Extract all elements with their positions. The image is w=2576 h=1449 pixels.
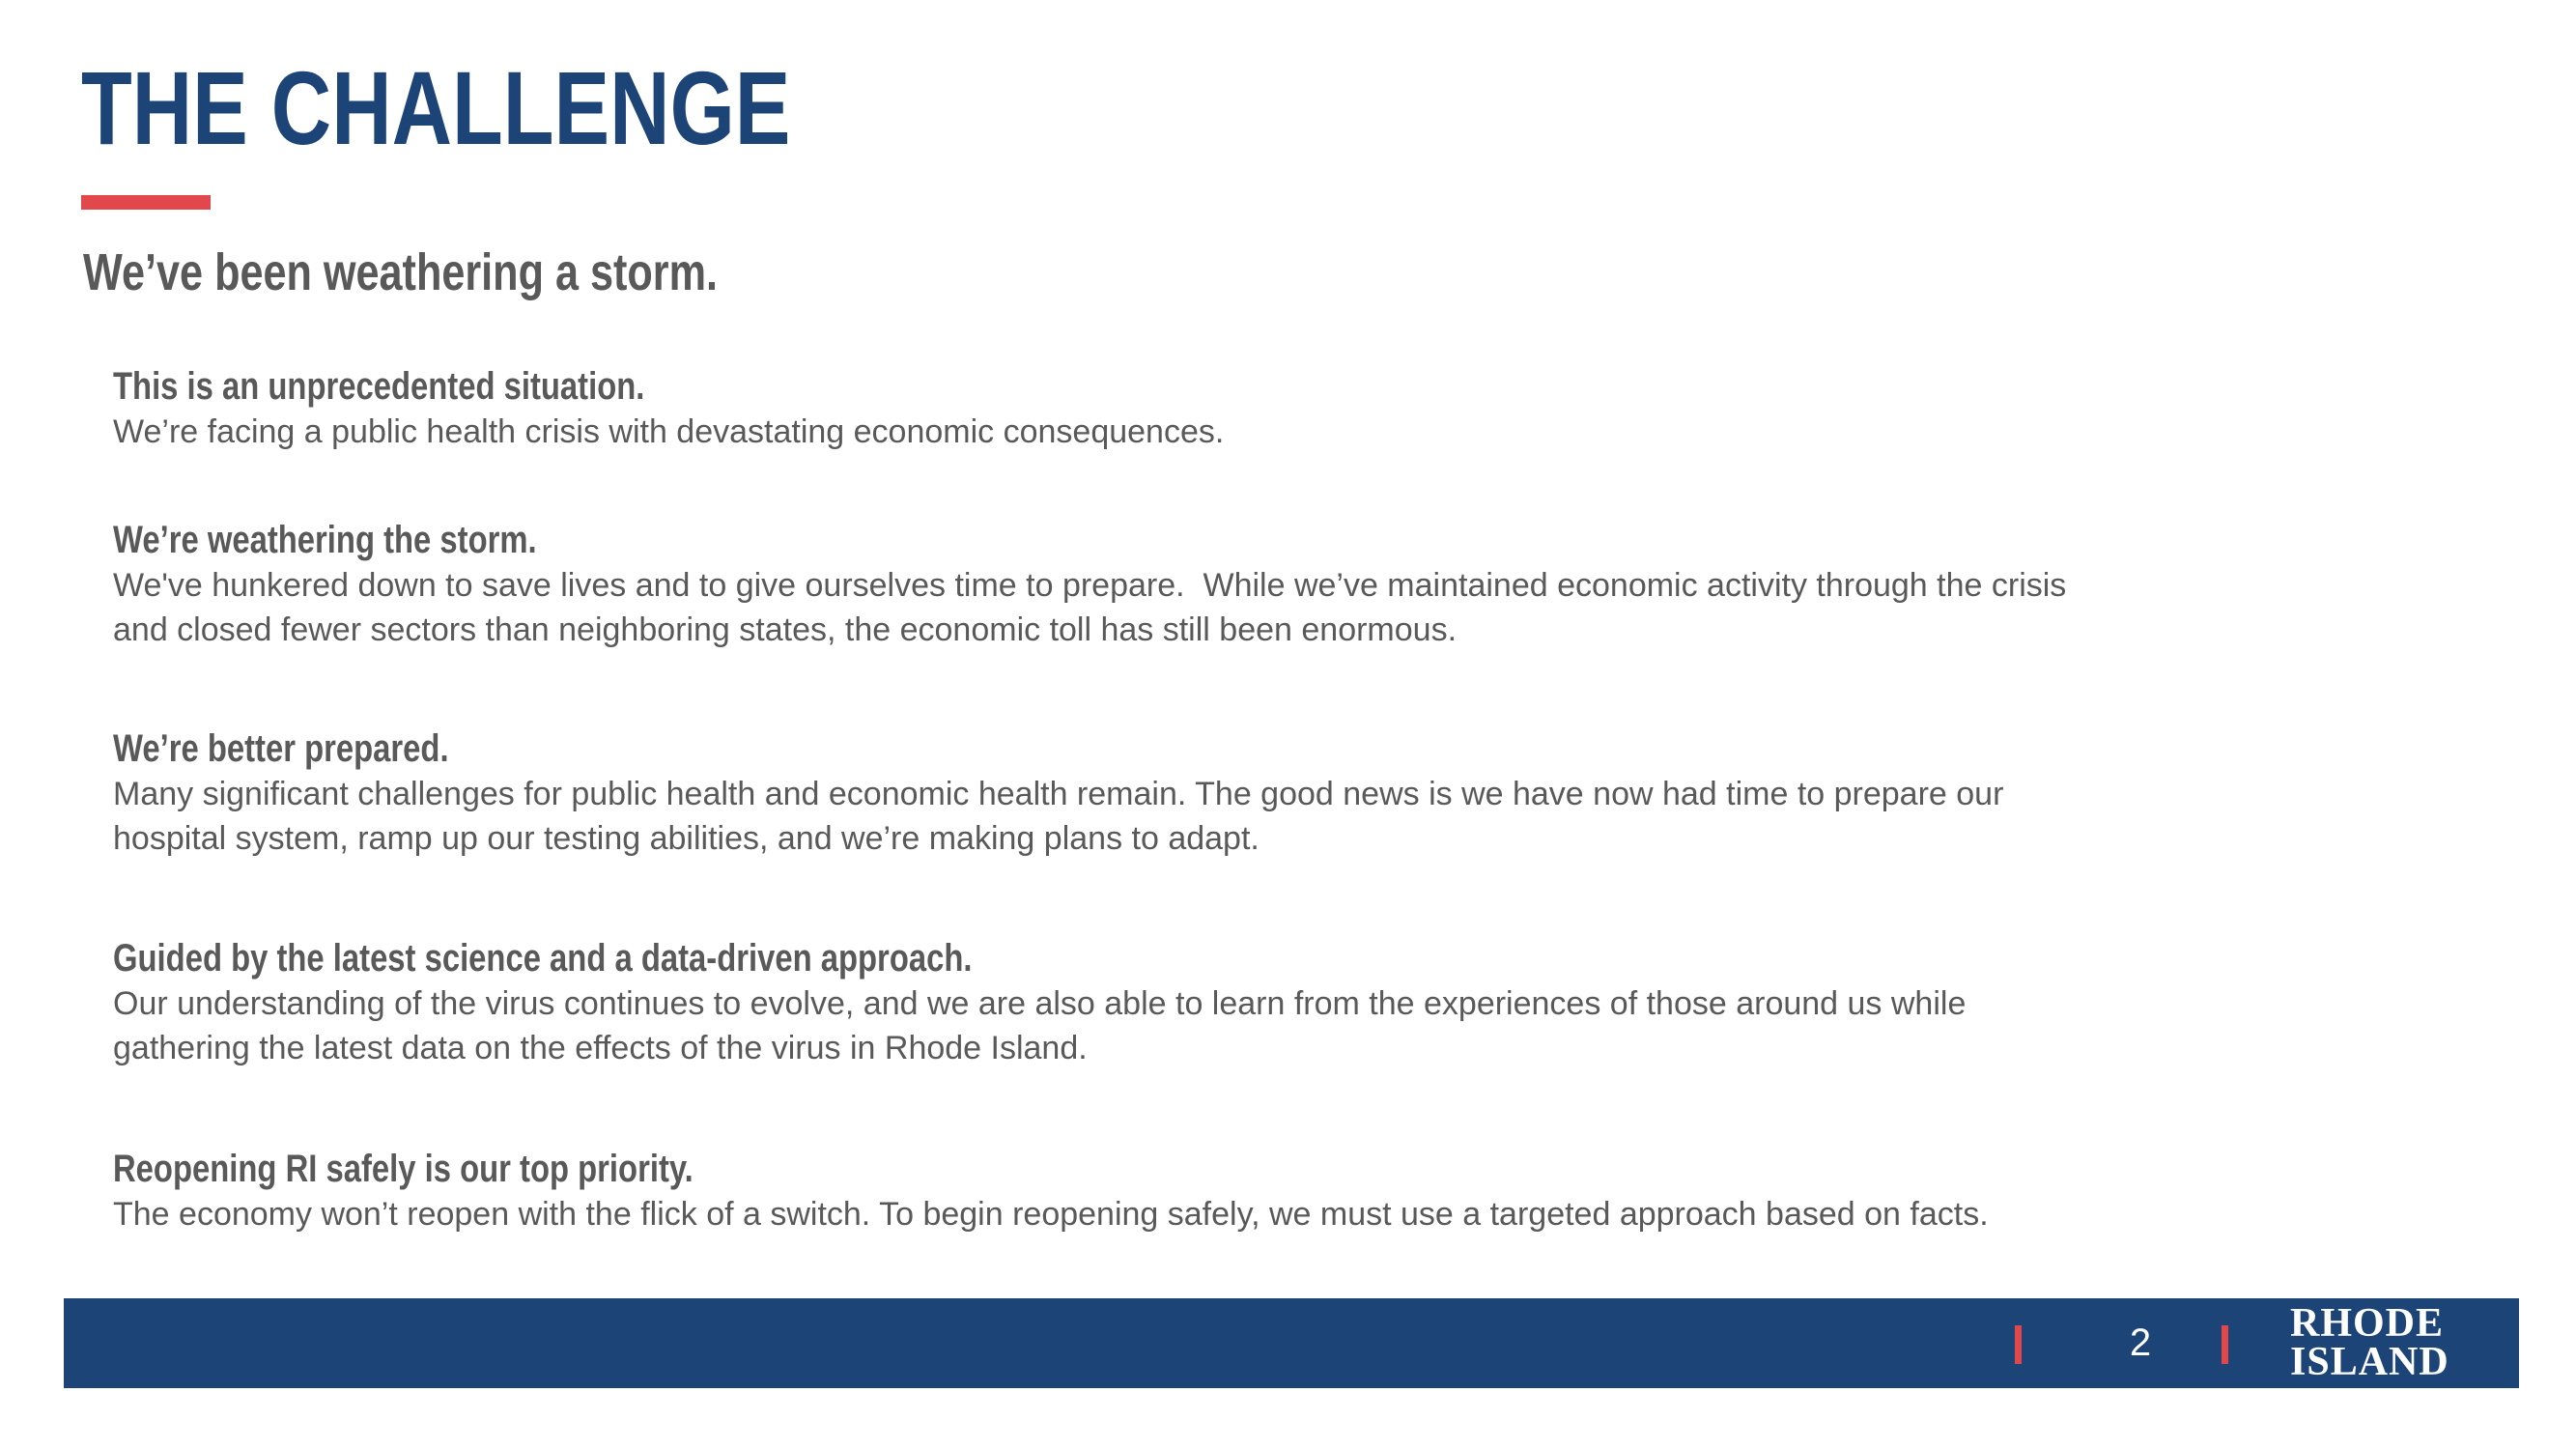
footer-bar [64,1298,2519,1388]
slide-subtitle: We’ve been weathering a storm. [83,243,719,301]
section-better-prepared [113,725,2286,861]
section-data-driven-approach [113,935,2286,1070]
section-heading: This is an unprecedented situation. [113,365,645,408]
section-body: We've hunkered down to save lives and to give ourselves time to prepare. While we’ve maintained economic activity through the crisis and closed fewer sectors than neighboring states, the economic toll has still been enormous. [113,567,2067,648]
section-unprecedented-situation [113,363,2286,454]
title-accent-bar [81,195,211,210]
logo-line-rhode: RHODE [2290,1301,2445,1346]
section-heading: We’re better prepared. [113,727,449,770]
section-heading: Guided by the latest science and a data-driven approach. [113,937,973,980]
section-body: Our understanding of the virus continues to evolve, and we are also able to learn from the experiences of those around us while gathering the latest data on the effects of the virus in Rhode Island. [113,985,1967,1066]
section-heading: We’re weathering the storm. [113,519,537,561]
section-reopening-priority [113,1146,2286,1236]
footer-divider-right [2222,1325,2228,1364]
rhode-island-logo [2290,1301,2503,1384]
page-number: 2 [2129,1321,2152,1364]
footer-divider-left [2015,1325,2022,1364]
section-body: We’re facing a public health crisis with devastating economic consequences. [113,413,1225,450]
section-weathering-storm [113,517,2286,652]
slide-title: THE CHALLENGE [81,49,791,166]
section-body: The economy won’t reopen with the flick of a switch. To begin reopening safely, we must use a targeted approach based on facts. [113,1196,1989,1233]
section-heading: Reopening RI safely is our top priority. [113,1148,694,1190]
section-body: Many significant challenges for public health and economic health remain. The good news is we have now had time to prepare our hospital system, ramp up our testing abilities, and we’re making plans to adapt. [113,776,2004,857]
logo-line-island: ISLAND [2290,1340,2449,1384]
